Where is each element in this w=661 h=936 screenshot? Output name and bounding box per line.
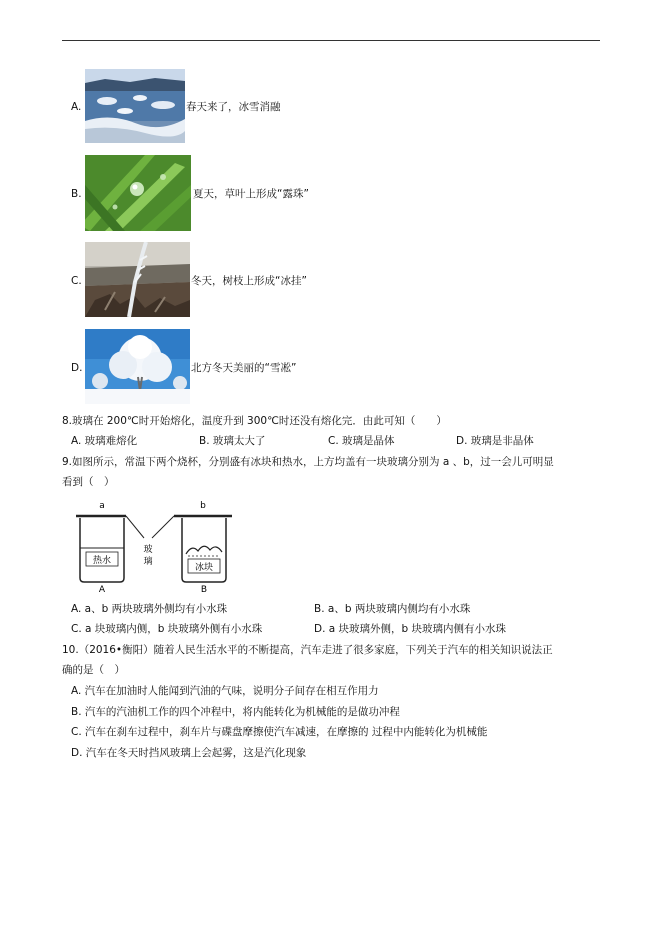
q9-option-a: A. a、b 两块玻璃外侧均有小水珠: [71, 603, 228, 615]
caption-a: A: [98, 585, 106, 594]
glass-pointer-a: [126, 516, 144, 538]
beaker-diagram: [70, 496, 240, 594]
dew-on-grass-photo: [85, 155, 191, 231]
icicle-branch-photo: [85, 242, 190, 317]
q9-option-b: B. a、b 两块玻璃内侧均有小水珠: [314, 603, 471, 615]
q7-option-b-text: 夏天，草叶上形成“露珠”: [193, 188, 309, 200]
q7-option-d-letter: D.: [71, 362, 83, 374]
label-a: a: [99, 501, 105, 511]
q9-option-c: C. a 块玻璃内侧，b 块玻璃外侧有小水珠: [71, 623, 263, 635]
q10-option-a: A. 汽车在加油时人能闻到汽油的气味，说明分子间存在相互作用力: [71, 685, 379, 697]
q10-option-d: D. 汽车在冬天时挡风玻璃上会起雾，这是汽化现象: [71, 747, 307, 759]
caption-b: B: [200, 585, 208, 594]
q7-option-c-text: 冬天，树枝上形成“冰挂”: [191, 275, 307, 287]
beaker-a: [80, 518, 124, 582]
q7-option-a-text: 春天来了，冰雪消融: [186, 101, 281, 113]
q9-stem-line2: 看到（ ）: [62, 476, 115, 488]
q7-option-c-letter: C.: [71, 275, 82, 287]
q9-stem-line1: 9.如图所示，常温下两个烧杯，分别盛有冰块和热水，上方均盖有一块玻璃分别为 a 、b，过一会儿可明显: [62, 456, 554, 468]
q10-option-b: B. 汽车的汽油机工作的四个冲程中，将内能转化为机械能的是做功冲程: [71, 706, 400, 718]
rime-tree-photo: [85, 329, 190, 404]
q8-option-a: A. 玻璃难熔化: [71, 435, 138, 447]
q10-stem-line1: 10.（2016•衡阳）随着人民生活水平的不断提高，汽车走进了很多家庭，下列关于汽车的相关知识说法正: [62, 644, 553, 656]
q8-option-d: D. 玻璃是非晶体: [456, 435, 534, 447]
glass-label-1: 玻: [143, 545, 153, 555]
beaker-figure: [70, 496, 240, 594]
ice-chunks: [186, 546, 222, 554]
q8-option-c: C. 玻璃是晶体: [328, 435, 395, 447]
q8-option-b: B. 玻璃太大了: [199, 435, 266, 447]
q10-option-c: C. 汽车在刹车过程中，刹车片与碟盘摩擦使汽车减速，在摩擦的 过程中内能转化为机械能: [71, 726, 488, 738]
glass-pointer-b: [152, 516, 174, 538]
q7-option-b-letter: B.: [71, 188, 82, 200]
glass-label-2: 璃: [143, 557, 153, 567]
q7-option-a-letter: A.: [71, 101, 82, 113]
q9-option-d: D. a 块玻璃外侧，b 块玻璃内侧有小水珠: [314, 623, 507, 635]
q10-stem-line2: 确的是（ ）: [62, 664, 125, 676]
melting-snow-photo: [85, 69, 185, 143]
ice-label: 冰块: [194, 563, 214, 573]
header-rule: [62, 40, 600, 41]
q7-option-d-text: 北方冬天美丽的“雪凇”: [191, 362, 297, 374]
hot-water-label: 热水: [92, 556, 112, 566]
q8-stem: 8.玻璃在 200℃时开始熔化，温度升到 300℃时还没有熔化完．由此可知（ ）: [62, 415, 447, 427]
label-b: b: [200, 501, 206, 511]
